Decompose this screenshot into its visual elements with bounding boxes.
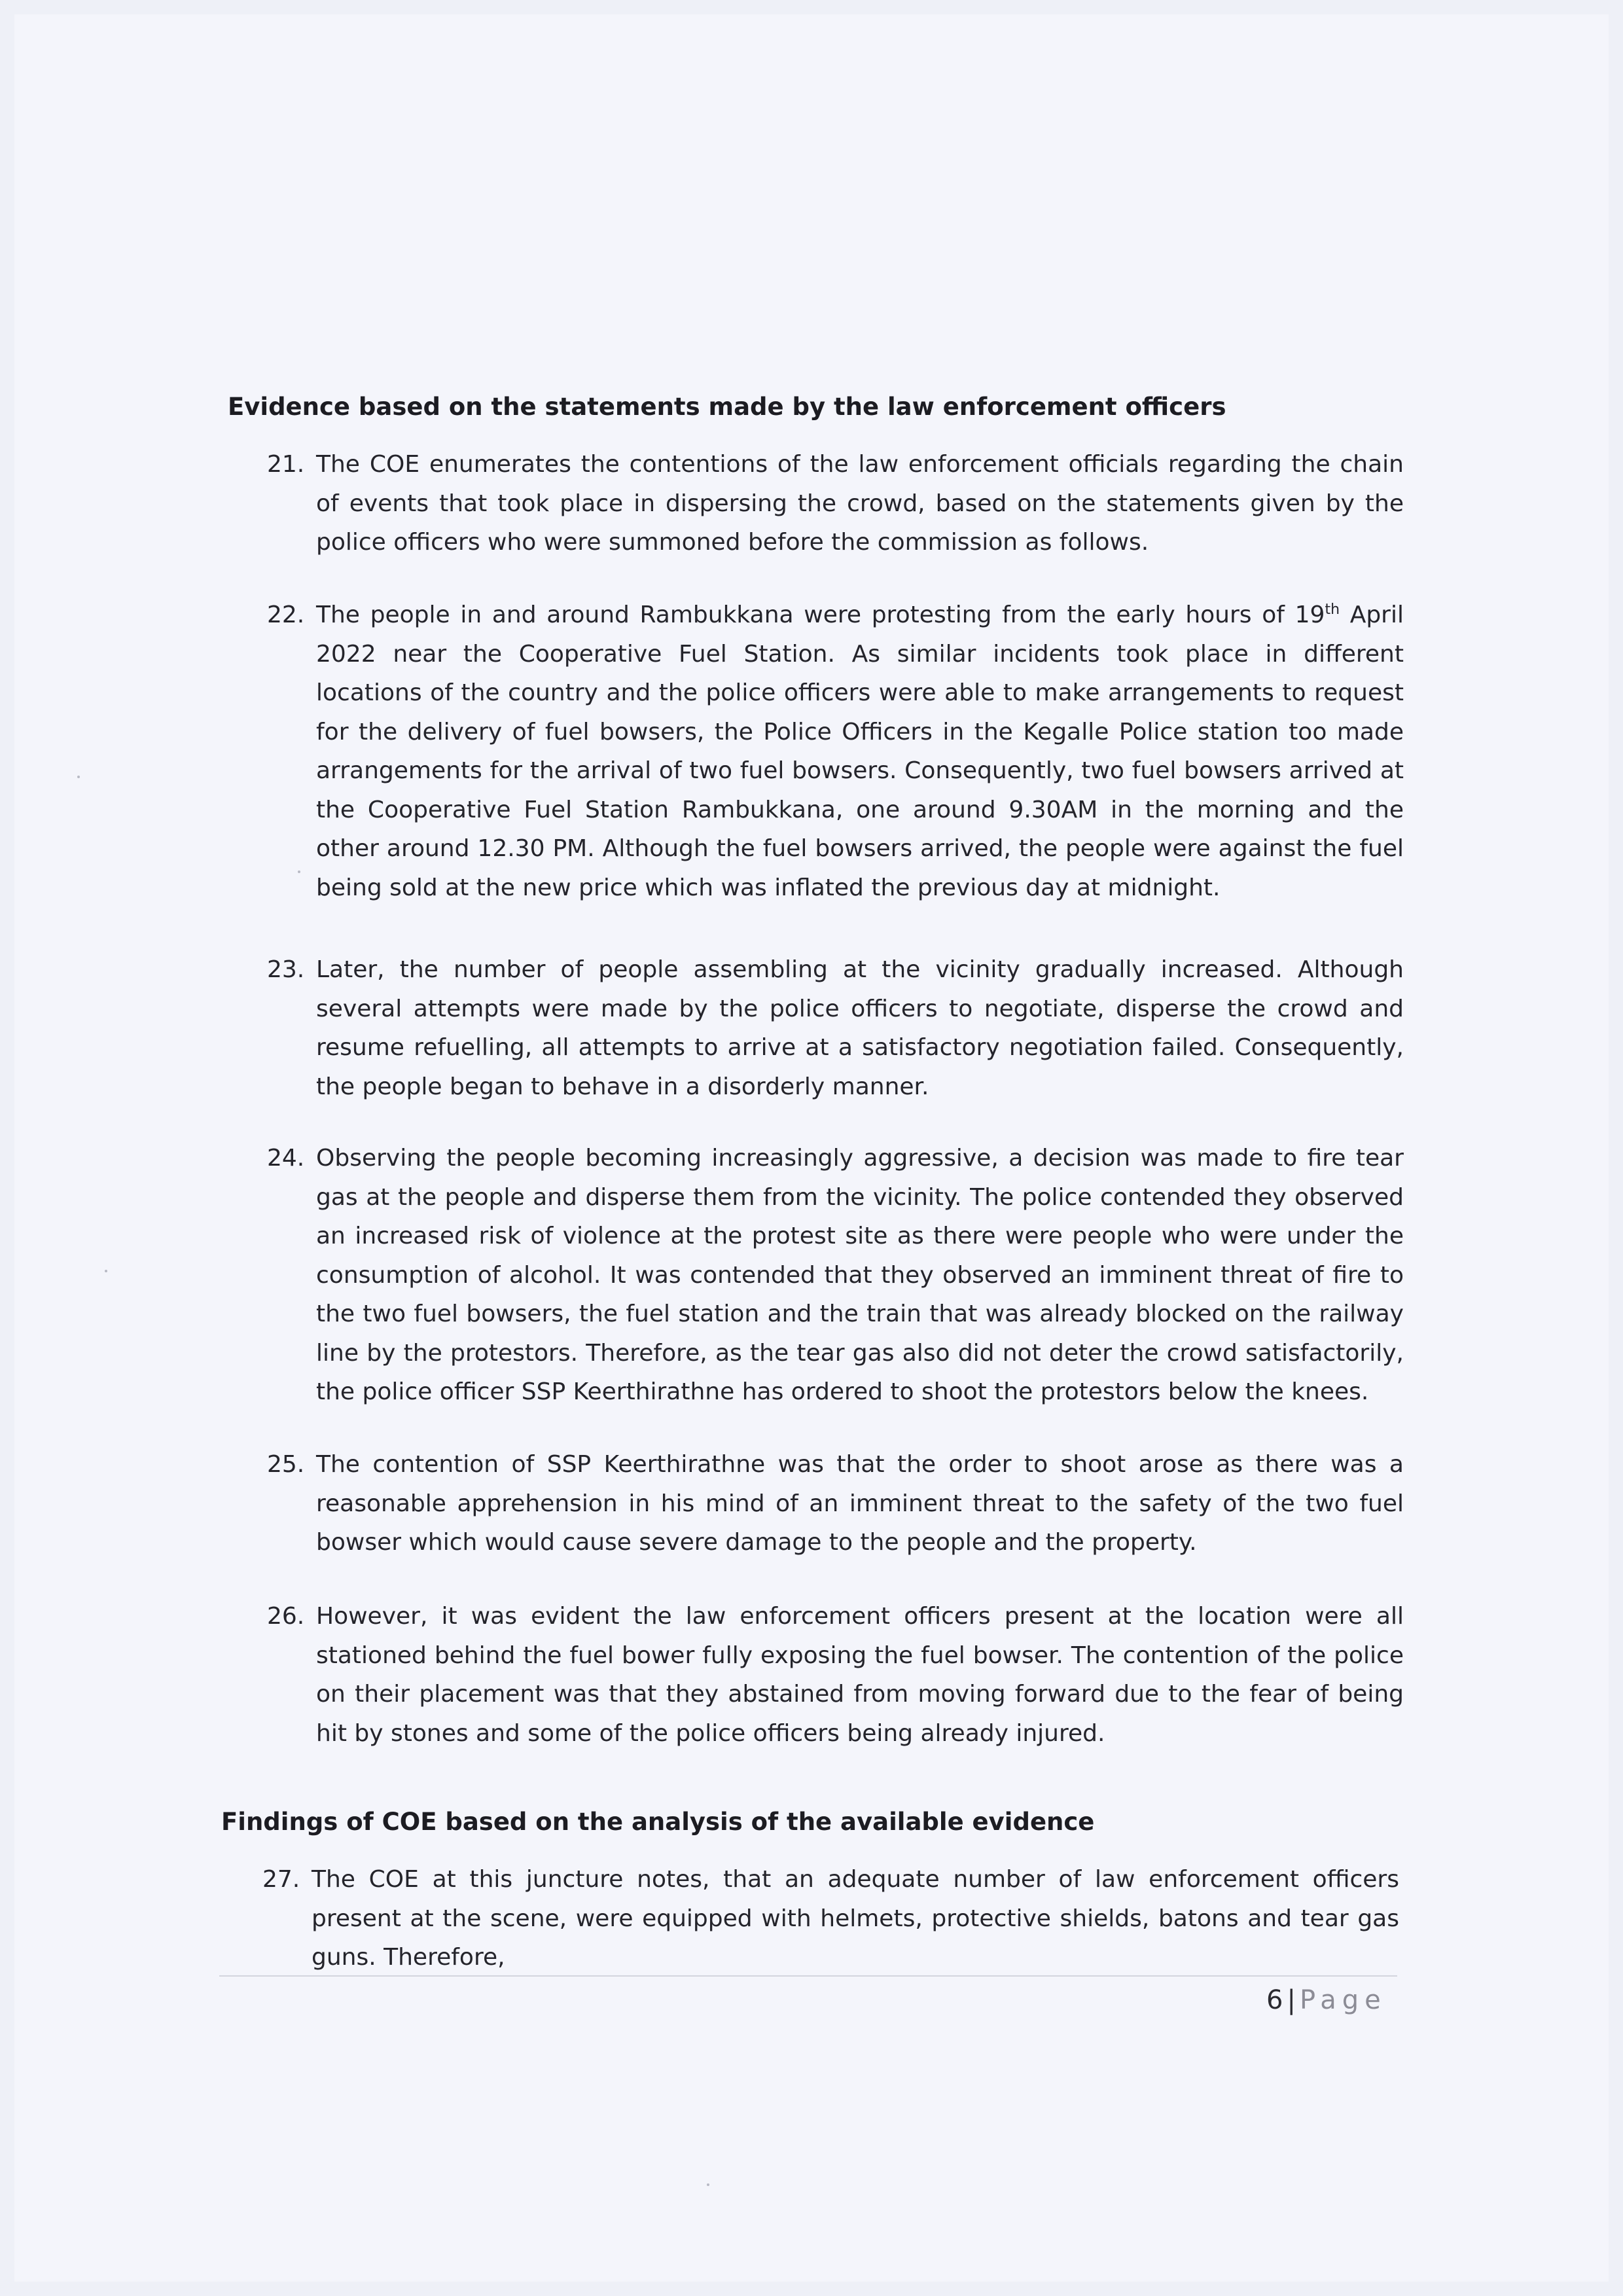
scan-speck [77,776,80,778]
paragraph-26 [268,1597,1404,1753]
paragraph-number: 24. [267,1145,305,1172]
section-heading-findings: Findings of COE based on the analysis of the available evidence [221,1808,1095,1836]
paragraph-text-part: April 2022 near the Cooperative Fuel Station. As similar incidents took place in different locations of the country and the police officers were able to make arrangements to request for the delivery of fuel bowsers, the Police Officers in the Kegalle Police station too made arrangements for the arrival of two fuel bowsers. Consequently, two fuel bowsers arrived at the Cooperative Fuel Station Rambukkana, one around 9.30AM in the morning and the other around 12.30 PM. Although the fuel bowsers arrived, the people were against the fuel being sold at the new price which was inflated the previous day at midnight. [316,601,1404,901]
paragraph-text: The COE enumerates the contentions of the law enforcement officials regarding the chain of events that took place in dispersing the crowd, based on the statements given by the police officers who were summoned before the commission as follows. [316,451,1404,556]
paragraph-25 [268,1445,1404,1562]
paragraph-text: Observing the people becoming increasingly aggressive, a decision was made to fire tear gas at the people and disperse them from the vicinity. The police contended they observed an increased risk of violence at the protest site as there were people who were under the consumption of alcohol. It was contended that they observed an imminent threat of fire to the two fuel bowsers, the fuel station and the train that was already blocked on the railway line by the protestors. Therefore, as the tear gas also did not deter the crowd satisfactorily, the police officer SSP Keerthirathne has ordered to shoot the protestors below the knees. [316,1145,1404,1405]
paragraph-text: However, it was evident the law enforcement officers present at the location were all stationed behind the fuel bower fully exposing the fuel bowser. The contention of the police on their placement was that they abstained from moving forward due to the fear of being hit by stones and some of the police officers being already injured. [316,1603,1404,1747]
paragraph-text: The COE at this juncture notes, that an adequate number of law enforcement officers present at the scene, were equipped with helmets, protective shields, batons and tear gas guns. Therefore, [312,1866,1399,1971]
page-footer [1266,1984,1387,2016]
paragraph-21 [268,445,1404,562]
scan-speck [105,1270,107,1272]
paragraph-number: 22. [267,601,305,628]
paragraph-22 [268,596,1404,907]
paragraph-27 [264,1860,1399,1977]
page-label: Page [1299,1985,1387,2015]
paragraph-text [316,596,1404,907]
paragraph-text: The contention of SSP Keerthirathne was that the order to shoot arose as there was a reasonable apprehension in his mind of an imminent threat to the safety of the two fuel bowser which would cause severe damage to the people and the property. [316,1451,1404,1556]
paragraph-24 [268,1139,1404,1412]
section-heading-evidence: Evidence based on the statements made by the law enforcement officers [228,393,1226,421]
paragraph-number: 25. [267,1451,305,1478]
paragraph-text: Later, the number of people assembling at the vicinity gradually increased. Although several attempts were made by the police officers to negotiate, disperse the crowd and resume refuelling, all attempts to arrive at a satisfactory negotiation failed. Consequently, the people began to behave in a disorderly manner. [316,956,1404,1100]
paragraph-text-part: The people in and around Rambukkana were protesting from the early hours of 19 [316,601,1325,628]
paragraph-23 [268,950,1404,1106]
page-number: 6 [1266,1985,1283,2015]
scan-speck [707,2183,709,2186]
paragraph-number: 21. [267,451,305,478]
paragraph-number: 26. [267,1603,305,1630]
footer-divider [219,1975,1397,1977]
ordinal-superscript: th [1325,601,1340,618]
paragraph-number: 27. [262,1866,300,1893]
page-separator: | [1287,1985,1296,2015]
paragraph-number: 23. [267,956,305,983]
